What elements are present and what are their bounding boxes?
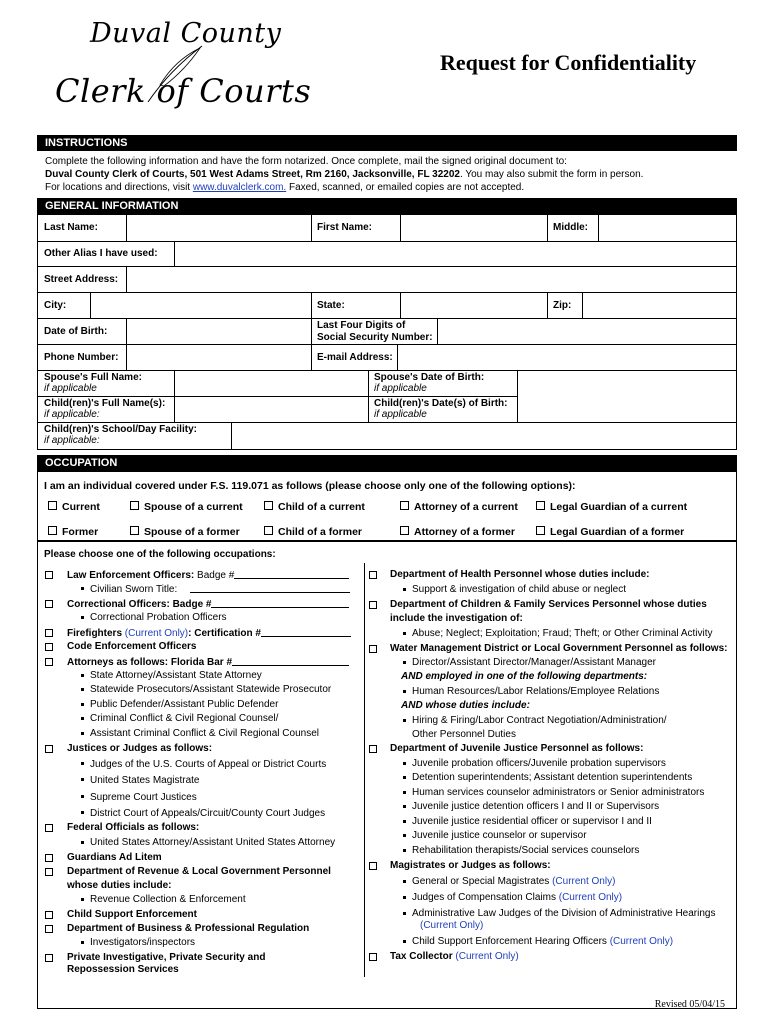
occ-atty-item: Public Defender/Assistant Public Defender	[90, 699, 279, 710]
option-spouse-current[interactable]: Spouse of a current	[130, 501, 243, 513]
occ-health[interactable]: Department of Health Personnel whose duties include:	[390, 569, 650, 580]
occ-revenue-item: Revenue Collection & Enforcement	[90, 894, 246, 905]
city-label: City:	[44, 300, 67, 311]
occ-private-2: Repossession Services	[67, 964, 179, 975]
ssn-label-1: Last Four Digits of	[317, 320, 406, 331]
occ-revenue[interactable]: Department of Revenue & Local Government Personnel	[67, 866, 331, 877]
occ-dcf[interactable]: Department of Children & Family Services Personnel whose duties	[390, 599, 707, 610]
website-link[interactable]: www.duvalclerk.com.	[192, 182, 287, 193]
occ-justices-judges[interactable]: Justices or Judges as follows:	[67, 743, 213, 754]
instructions-line2: Duval County Clerk of Courts, 501 West Adams Street, Rm 2160, Jacksonville, FL 32202. You may also submit the form in person.	[45, 169, 644, 180]
page-title: Request for Confidentiality	[440, 50, 697, 75]
first-name-label: First Name:	[317, 222, 373, 233]
occ-atty-item: State Attorney/Assistant State Attorney	[90, 670, 262, 681]
revised-date: Revised 05/04/15	[654, 999, 725, 1010]
occ-firefighters[interactable]: Firefighters (Current Only): Certification #	[67, 627, 351, 640]
occ-water-item: Human Resources/Labor Relations/Employee Relations	[412, 686, 660, 697]
option-guardian-former[interactable]: Legal Guardian of a former	[536, 526, 684, 538]
occ-and-employed: AND employed in one of the following departments:	[401, 671, 648, 682]
occ-dbpr-item: Investigators/inspectors	[90, 937, 196, 948]
choose-occupation: Please choose one of the following occupations:	[44, 549, 276, 560]
option-child-former[interactable]: Child of a former	[264, 526, 362, 538]
children-dob-label: Child(ren)'s Date(s) of Birth:	[374, 398, 508, 409]
instructions-line1: Complete the following information and have the form notarized. Once complete, mail the signed original document to:	[45, 156, 567, 167]
occ-attorneys[interactable]: Attorneys as follows: Florida Bar #	[67, 656, 349, 669]
occ-water-item-cont: Other Personnel Duties	[412, 729, 516, 740]
middle-label: Middle:	[553, 222, 588, 233]
occ-djj-item: Juvenile justice residential officer or supervisor I and II	[412, 816, 652, 827]
occ-health-item: Support & investigation of child abuse or neglect	[412, 584, 627, 595]
occ-djj-item: Juvenile justice detention officers I and II or Supervisors	[412, 801, 660, 812]
occ-guardians-ad-litem[interactable]: Guardians Ad Litem	[67, 852, 162, 863]
occ-judges-item: District Court of Appeals/Circuit/County Court Judges	[90, 808, 326, 819]
occ-private-investigative[interactable]: Private Investigative, Private Security and	[67, 952, 266, 963]
occ-correctional[interactable]: Correctional Officers: Badge #	[67, 598, 349, 611]
alias-label: Other Alias I have used:	[44, 248, 158, 259]
occ-atty-item: Assistant Criminal Conflict & Civil Regional Counsel	[90, 728, 319, 739]
instructions-header: INSTRUCTIONS	[37, 135, 737, 151]
occ-mag-item: General or Special Magistrates (Current Only)	[412, 876, 616, 887]
occ-dcf-2: include the investigation of:	[390, 613, 523, 624]
option-attorney-current[interactable]: Attorney of a current	[400, 501, 518, 513]
option-current[interactable]: Current	[48, 501, 100, 513]
occ-judges-item: Judges of the U.S. Courts of Appeal or District Courts	[90, 759, 327, 770]
occ-water-item: Hiring & Firing/Labor Contract Negotiation/Administration/	[412, 715, 667, 726]
occ-dcf-item: Abuse; Neglect; Exploitation; Fraud; Theft; or Other Criminal Activity	[412, 628, 713, 639]
occ-child-support[interactable]: Child Support Enforcement	[67, 909, 197, 920]
occ-atty-item: Criminal Conflict & Civil Regional Counsel/	[90, 713, 279, 724]
occ-and-duties: AND whose duties include:	[401, 700, 530, 711]
occ-judges-item: United States Magistrate	[90, 775, 200, 786]
covered-statement: I am an individual covered under F.S. 119.071 as follows (please choose only one of the following options):	[44, 480, 576, 492]
spouse-name-label: Spouse's Full Name:	[44, 372, 142, 383]
children-dob-note: if applicable	[374, 409, 427, 420]
occ-mag-item: Child Support Enforcement Hearing Officers (Current Only)	[412, 936, 674, 947]
occ-djj-item: Human services counselor administrators or Senior administrators	[412, 787, 705, 798]
occ-djj-item: Detention superintendents; Assistant detention superintendents	[412, 772, 693, 783]
occ-mag-item-current: (Current Only)	[420, 920, 484, 931]
occ-federal[interactable]: Federal Officials as follows:	[67, 822, 200, 833]
option-former[interactable]: Former	[48, 526, 98, 538]
option-attorney-former[interactable]: Attorney of a former	[400, 526, 515, 538]
logo-line1: Duval County	[90, 18, 282, 49]
last-name-label: Last Name:	[44, 222, 98, 233]
occ-corr-probation: Correctional Probation Officers	[90, 612, 227, 623]
occ-djj[interactable]: Department of Juvenile Justice Personnel as follows:	[390, 743, 644, 754]
occ-atty-item: Statewide Prosecutors/Assistant Statewide Prosecutor	[90, 684, 332, 695]
occupation-header: OCCUPATION	[37, 455, 737, 471]
occ-mag-item: Administrative Law Judges of the Division of Administrative Hearings	[412, 908, 716, 919]
option-child-current[interactable]: Child of a current	[264, 501, 365, 513]
instructions-line3: For locations and directions, visit www.duvalclerk.com. Faxed, scanned, or emailed copies are not accepted.	[45, 182, 525, 193]
option-spouse-former[interactable]: Spouse of a former	[130, 526, 240, 538]
occ-judges-item: Supreme Court Justices	[90, 792, 197, 803]
occ-federal-item: United States Attorney/Assistant United States Attorney	[90, 837, 336, 848]
spouse-dob-label: Spouse's Date of Birth:	[374, 372, 485, 383]
occ-tax-collector[interactable]: Tax Collector (Current Only)	[390, 951, 519, 962]
occ-water-mgmt[interactable]: Water Management District or Local Government Personnel as follows:	[390, 643, 728, 654]
school-label: Child(ren)'s School/Day Facility:	[44, 424, 197, 435]
school-note: if applicable:	[44, 435, 100, 446]
occ-magistrates[interactable]: Magistrates or Judges as follows:	[390, 860, 551, 871]
occ-dbpr[interactable]: Department of Business & Professional Regulation	[67, 923, 310, 934]
logo-line2: Clerk of Courts	[55, 72, 312, 110]
occ-djj-item: Juvenile probation officers/Juvenile probation supervisors	[412, 758, 666, 769]
occ-djj-item: Juvenile justice counselor or supervisor	[412, 830, 587, 841]
occ-revenue-2: whose duties include:	[67, 880, 172, 891]
state-label: State:	[317, 300, 345, 311]
option-guardian-current[interactable]: Legal Guardian of a current	[536, 501, 687, 513]
occ-djj-item: Rehabilitation therapists/Social services counselors	[412, 845, 640, 856]
phone-label: Phone Number:	[44, 352, 119, 363]
occ-water-item: Director/Assistant Director/Manager/Assistant Manager	[412, 657, 656, 668]
general-info-header: GENERAL INFORMATION	[37, 198, 737, 214]
occ-civilian-sworn: Civilian Sworn Title:	[90, 583, 350, 596]
spouse-name-note: if applicable	[44, 383, 97, 394]
zip-label: Zip:	[553, 300, 572, 311]
ssn-label-2: Social Security Number:	[317, 332, 433, 343]
children-names-label: Child(ren)'s Full Name(s):	[44, 398, 166, 409]
spouse-dob-note: if applicable	[374, 383, 427, 394]
street-label: Street Address:	[44, 274, 119, 285]
feather-icon	[140, 40, 210, 110]
children-names-note: if applicable:	[44, 409, 100, 420]
dob-label: Date of Birth:	[44, 326, 108, 337]
occ-mag-item: Judges of Compensation Claims (Current Only)	[412, 892, 623, 903]
occ-code-enforcement[interactable]: Code Enforcement Officers	[67, 641, 197, 652]
email-label: E-mail Address:	[317, 352, 393, 363]
occ-law-enforcement[interactable]: Law Enforcement Officers: Badge #	[67, 569, 349, 582]
